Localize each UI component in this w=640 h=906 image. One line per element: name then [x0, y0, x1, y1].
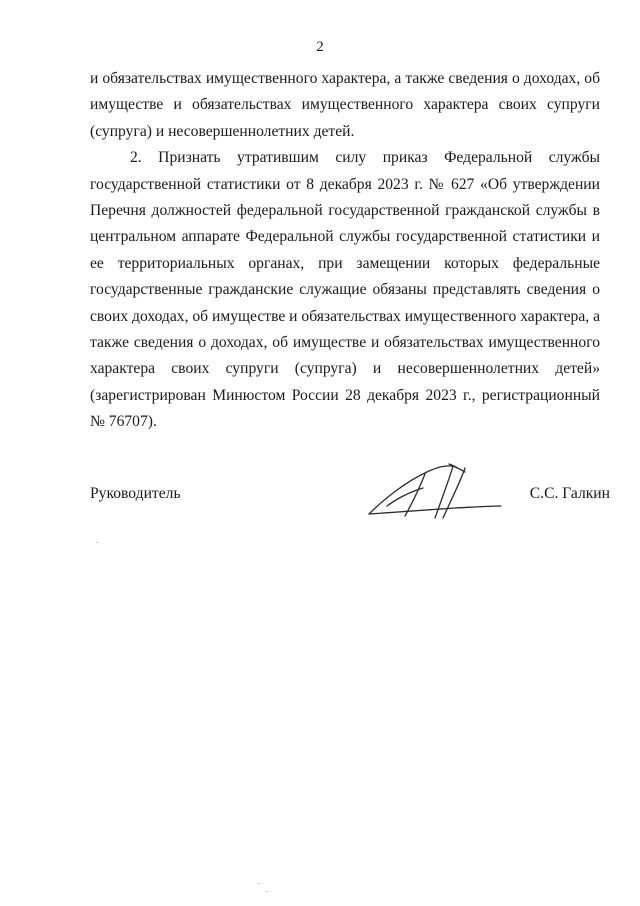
scan-speck [266, 891, 268, 892]
scan-speck [96, 542, 98, 543]
signatory-title: Руководитель [90, 485, 181, 502]
paragraph-clause-2: 2. Признать утратившим силу приказ Федеральной службы государственной статистики от 8 декабря 2023 г. № 627 «Об утверждении Перечня должностей федеральной государственной гражданской службы в центральном аппарате Федеральной службы государственной статистики и ее территориальных органах, при замещении которых федеральные государственные гражданские служащие обязаны представлять сведения о своих доходах, об имуществе и обязательствах имущественного характера, а также сведения о доходах, об имуществе и обязательствах имущественного характера своих супруги (супруга) и несовершеннолетних детей» (зарегистрирован Минюстом России 28 декабря 2023 г., регистрационный № 76707). [90, 149, 600, 431]
paragraph-continuation: и обязательствах имущественного характера, а также сведения о доходах, об имуществе и обязательствах имущественного характера своих супруги (супруга) и несовершеннолетних детей. [90, 70, 600, 140]
scan-speck [258, 883, 260, 884]
signature-icon [365, 462, 505, 522]
document-body [90, 66, 600, 436]
signatory-name: С.С. Галкин [529, 485, 610, 502]
page-number: 2 [316, 39, 324, 55]
signature-block [90, 484, 610, 524]
